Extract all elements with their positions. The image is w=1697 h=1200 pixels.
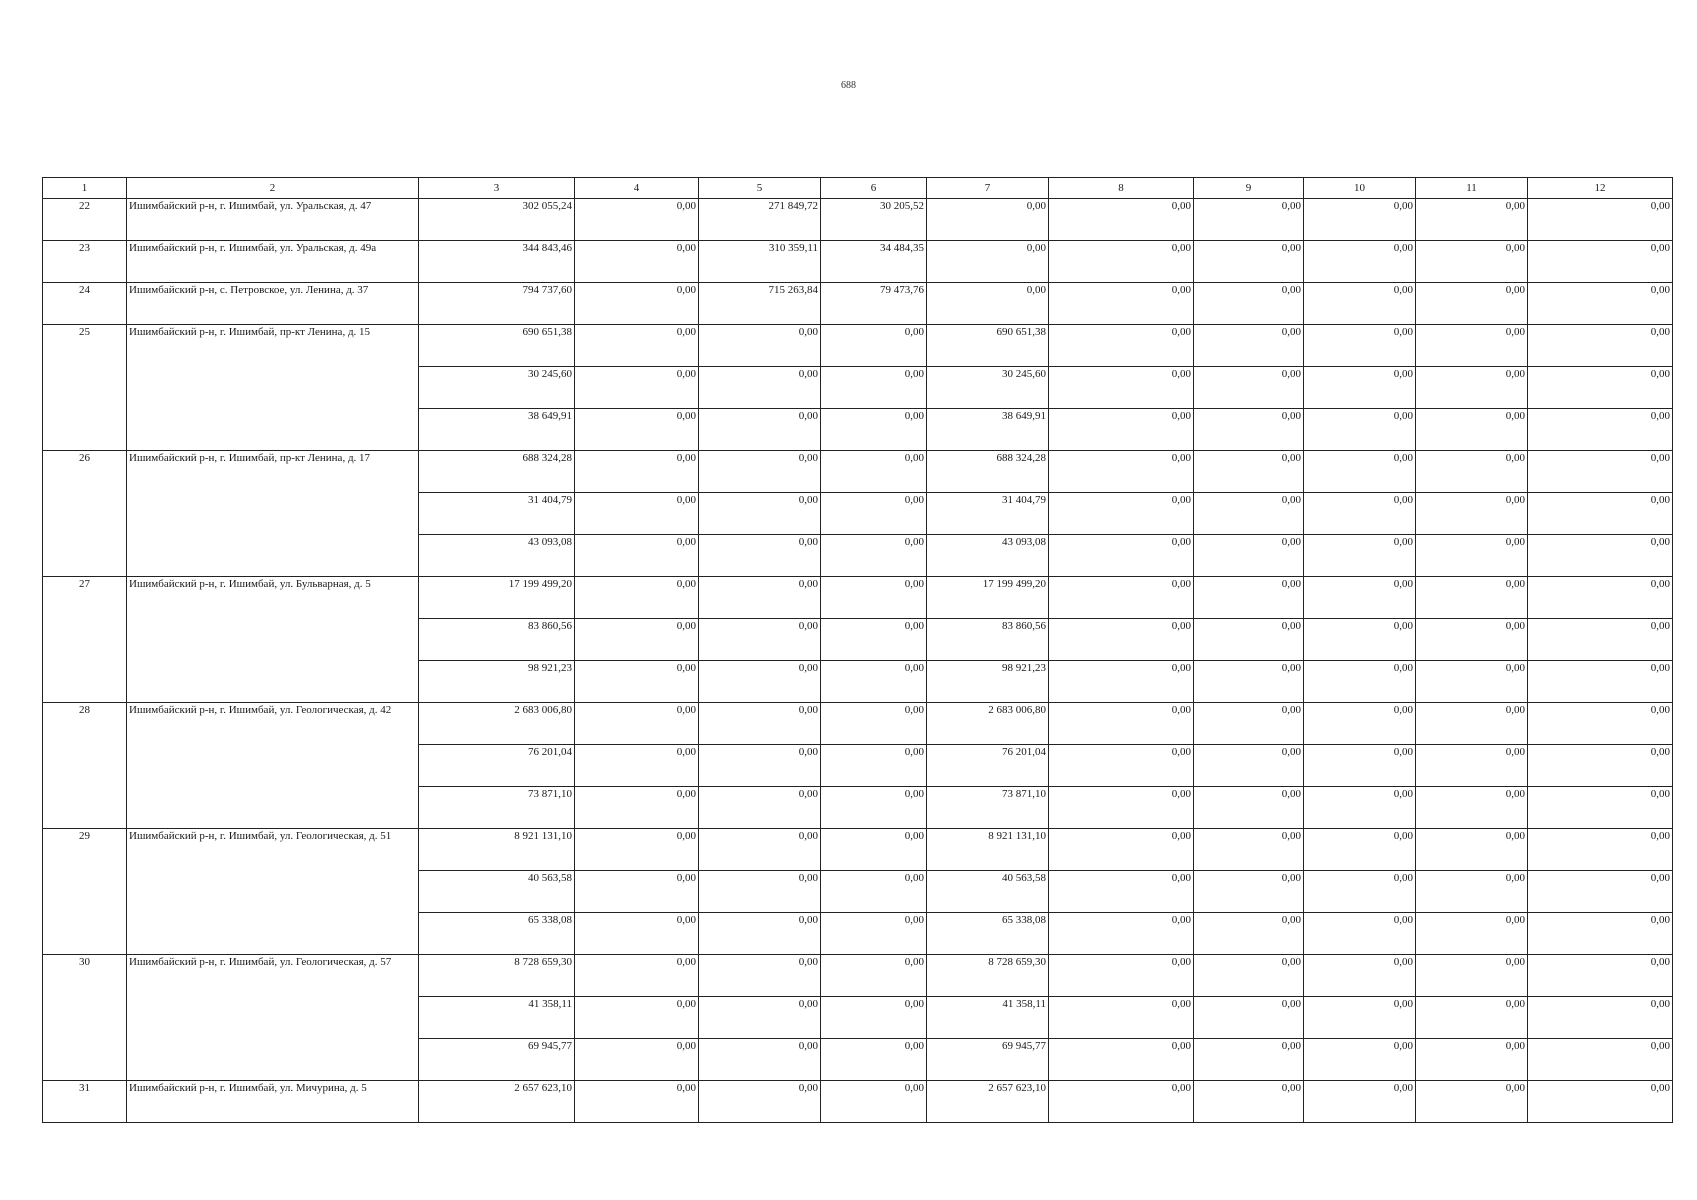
column-header: 1: [43, 178, 127, 199]
value-cell: 0,00: [699, 997, 821, 1039]
value-cell: 0,00: [821, 1081, 927, 1123]
value-cell: 69 945,77: [927, 1039, 1049, 1081]
value-cell: 0,00: [575, 829, 699, 871]
value-cell: 0,00: [699, 745, 821, 787]
value-cell: 0,00: [575, 619, 699, 661]
value-cell: 0,00: [1304, 997, 1416, 1039]
value-cell: 0,00: [1049, 829, 1194, 871]
value-cell: 0,00: [1194, 367, 1304, 409]
value-cell: 0,00: [1528, 1039, 1673, 1081]
value-cell: 0,00: [1049, 325, 1194, 367]
value-cell: 0,00: [1304, 409, 1416, 451]
address-cell: Ишимбайский р-н, г. Ишимбай, ул. Уральская, д. 49а: [127, 241, 419, 283]
column-header: 10: [1304, 178, 1416, 199]
value-cell: 302 055,24: [419, 199, 575, 241]
value-cell: 0,00: [575, 283, 699, 325]
value-cell: 715 263,84: [699, 283, 821, 325]
value-cell: 0,00: [1528, 367, 1673, 409]
value-cell: 0,00: [1304, 745, 1416, 787]
address-cell: Ишимбайский р-н, г. Ишимбай, ул. Мичурина, д. 5: [127, 1081, 419, 1123]
value-cell: 0,00: [1049, 661, 1194, 703]
value-cell: 0,00: [575, 997, 699, 1039]
value-cell: 0,00: [575, 787, 699, 829]
row-number-cell: 24: [43, 283, 127, 325]
value-cell: 0,00: [1194, 577, 1304, 619]
value-cell: 0,00: [575, 325, 699, 367]
value-cell: 0,00: [1049, 1039, 1194, 1081]
value-cell: 8 921 131,10: [419, 829, 575, 871]
value-cell: 0,00: [1304, 619, 1416, 661]
value-cell: 8 728 659,30: [419, 955, 575, 997]
value-cell: 0,00: [575, 703, 699, 745]
value-cell: 0,00: [1194, 1081, 1304, 1123]
value-cell: 0,00: [699, 871, 821, 913]
value-cell: 17 199 499,20: [927, 577, 1049, 619]
value-cell: 0,00: [1049, 1081, 1194, 1123]
value-cell: 0,00: [575, 745, 699, 787]
value-cell: 0,00: [699, 1081, 821, 1123]
value-cell: 0,00: [575, 913, 699, 955]
value-cell: 0,00: [699, 661, 821, 703]
value-cell: 31 404,79: [927, 493, 1049, 535]
value-cell: 41 358,11: [419, 997, 575, 1039]
value-cell: 0,00: [1304, 703, 1416, 745]
value-cell: 0,00: [821, 451, 927, 493]
value-cell: 0,00: [1416, 745, 1528, 787]
value-cell: 0,00: [1528, 829, 1673, 871]
value-cell: 0,00: [1528, 745, 1673, 787]
value-cell: 0,00: [1304, 1081, 1416, 1123]
column-header: 6: [821, 178, 927, 199]
value-cell: 0,00: [1416, 955, 1528, 997]
address-cell: Ишимбайский р-н, г. Ишимбай, ул. Уральская, д. 47: [127, 199, 419, 241]
value-cell: 0,00: [1304, 283, 1416, 325]
value-cell: 0,00: [699, 619, 821, 661]
row-number-cell: 28: [43, 703, 127, 829]
value-cell: 0,00: [1049, 283, 1194, 325]
value-cell: 0,00: [1049, 955, 1194, 997]
value-cell: 0,00: [1049, 997, 1194, 1039]
value-cell: 0,00: [1194, 913, 1304, 955]
value-cell: 0,00: [1528, 325, 1673, 367]
value-cell: 0,00: [1194, 409, 1304, 451]
value-cell: 0,00: [821, 787, 927, 829]
value-cell: 0,00: [1416, 451, 1528, 493]
value-cell: 0,00: [575, 1081, 699, 1123]
value-cell: 0,00: [821, 535, 927, 577]
value-cell: 0,00: [1528, 703, 1673, 745]
row-number-cell: 26: [43, 451, 127, 577]
value-cell: 0,00: [1304, 871, 1416, 913]
value-cell: 271 849,72: [699, 199, 821, 241]
value-cell: 0,00: [1528, 409, 1673, 451]
table-row: [43, 451, 1673, 493]
table-row: [43, 577, 1673, 619]
value-cell: 0,00: [1416, 409, 1528, 451]
value-cell: 65 338,08: [419, 913, 575, 955]
value-cell: 0,00: [1416, 997, 1528, 1039]
value-cell: 8 921 131,10: [927, 829, 1049, 871]
value-cell: 0,00: [1194, 451, 1304, 493]
value-cell: 0,00: [699, 493, 821, 535]
address-cell: Ишимбайский р-н, г. Ишимбай, ул. Геологическая, д. 51: [127, 829, 419, 955]
value-cell: 0,00: [575, 367, 699, 409]
value-cell: 0,00: [1049, 493, 1194, 535]
row-number-cell: 23: [43, 241, 127, 283]
value-cell: 0,00: [575, 451, 699, 493]
value-cell: 98 921,23: [927, 661, 1049, 703]
value-cell: 0,00: [1194, 325, 1304, 367]
value-cell: 0,00: [927, 283, 1049, 325]
value-cell: 0,00: [1528, 871, 1673, 913]
value-cell: 0,00: [699, 829, 821, 871]
value-cell: 0,00: [821, 409, 927, 451]
row-number-cell: 25: [43, 325, 127, 451]
value-cell: 0,00: [1049, 745, 1194, 787]
value-cell: 0,00: [1416, 283, 1528, 325]
value-cell: 30 205,52: [821, 199, 927, 241]
value-cell: 0,00: [1528, 955, 1673, 997]
value-cell: 0,00: [575, 661, 699, 703]
table-row: [43, 283, 1673, 325]
row-number-cell: 30: [43, 955, 127, 1081]
value-cell: 0,00: [699, 703, 821, 745]
value-cell: 73 871,10: [419, 787, 575, 829]
value-cell: 40 563,58: [419, 871, 575, 913]
value-cell: 0,00: [927, 241, 1049, 283]
value-cell: 0,00: [1049, 871, 1194, 913]
value-cell: 30 245,60: [927, 367, 1049, 409]
row-number-cell: 22: [43, 199, 127, 241]
value-cell: 0,00: [1304, 493, 1416, 535]
value-cell: 0,00: [1416, 493, 1528, 535]
value-cell: 0,00: [821, 913, 927, 955]
value-cell: 83 860,56: [419, 619, 575, 661]
value-cell: 0,00: [1528, 997, 1673, 1039]
value-cell: 38 649,91: [927, 409, 1049, 451]
value-cell: 0,00: [1049, 199, 1194, 241]
value-cell: 0,00: [575, 535, 699, 577]
value-cell: 0,00: [1304, 535, 1416, 577]
value-cell: 0,00: [1049, 787, 1194, 829]
value-cell: 0,00: [1194, 619, 1304, 661]
value-cell: 0,00: [1194, 871, 1304, 913]
value-cell: 0,00: [821, 493, 927, 535]
value-cell: 41 358,11: [927, 997, 1049, 1039]
value-cell: 688 324,28: [927, 451, 1049, 493]
row-number-cell: 31: [43, 1081, 127, 1123]
value-cell: 0,00: [1416, 703, 1528, 745]
value-cell: 0,00: [821, 997, 927, 1039]
value-cell: 0,00: [1194, 745, 1304, 787]
value-cell: 0,00: [699, 325, 821, 367]
table-row: [43, 829, 1673, 871]
value-cell: 17 199 499,20: [419, 577, 575, 619]
value-cell: 0,00: [1194, 955, 1304, 997]
address-cell: Ишимбайский р-н, г. Ишимбай, ул. Геологическая, д. 57: [127, 955, 419, 1081]
value-cell: 0,00: [699, 367, 821, 409]
value-cell: 344 843,46: [419, 241, 575, 283]
value-cell: 0,00: [1194, 493, 1304, 535]
value-cell: 690 651,38: [927, 325, 1049, 367]
value-cell: 0,00: [821, 1039, 927, 1081]
value-cell: 0,00: [1416, 367, 1528, 409]
value-cell: 0,00: [1416, 1081, 1528, 1123]
value-cell: 0,00: [1049, 367, 1194, 409]
value-cell: 0,00: [699, 535, 821, 577]
value-cell: 0,00: [699, 409, 821, 451]
table-row: [43, 199, 1673, 241]
value-cell: 0,00: [1304, 661, 1416, 703]
value-cell: 98 921,23: [419, 661, 575, 703]
value-cell: 0,00: [1304, 451, 1416, 493]
value-cell: 34 484,35: [821, 241, 927, 283]
value-cell: 0,00: [1194, 283, 1304, 325]
value-cell: 0,00: [1528, 913, 1673, 955]
address-cell: Ишимбайский р-н, г. Ишимбай, ул. Бульварная, д. 5: [127, 577, 419, 703]
value-cell: 0,00: [699, 955, 821, 997]
column-header: 5: [699, 178, 821, 199]
value-cell: 0,00: [575, 241, 699, 283]
value-cell: 0,00: [1304, 787, 1416, 829]
value-cell: 310 359,11: [699, 241, 821, 283]
value-cell: 0,00: [1304, 241, 1416, 283]
value-cell: 31 404,79: [419, 493, 575, 535]
value-cell: 43 093,08: [927, 535, 1049, 577]
value-cell: 0,00: [1528, 1081, 1673, 1123]
value-cell: 0,00: [1528, 451, 1673, 493]
value-cell: 0,00: [1416, 325, 1528, 367]
value-cell: 0,00: [575, 493, 699, 535]
value-cell: 0,00: [1049, 577, 1194, 619]
value-cell: 0,00: [1194, 661, 1304, 703]
value-cell: 2 683 006,80: [927, 703, 1049, 745]
column-header: 3: [419, 178, 575, 199]
value-cell: 0,00: [1049, 451, 1194, 493]
value-cell: 0,00: [575, 409, 699, 451]
address-cell: Ишимбайский р-н, г. Ишимбай, пр-кт Ленина, д. 17: [127, 451, 419, 577]
address-cell: Ишимбайский р-н, с. Петровское, ул. Ленина, д. 37: [127, 283, 419, 325]
value-cell: 0,00: [1194, 829, 1304, 871]
value-cell: 0,00: [1304, 367, 1416, 409]
value-cell: 0,00: [1528, 283, 1673, 325]
value-cell: 0,00: [1416, 577, 1528, 619]
value-cell: 0,00: [575, 1039, 699, 1081]
value-cell: 2 657 623,10: [927, 1081, 1049, 1123]
value-cell: 0,00: [821, 577, 927, 619]
value-cell: 690 651,38: [419, 325, 575, 367]
value-cell: 65 338,08: [927, 913, 1049, 955]
value-cell: 0,00: [575, 199, 699, 241]
value-cell: 0,00: [821, 955, 927, 997]
value-cell: 30 245,60: [419, 367, 575, 409]
column-header: 12: [1528, 178, 1673, 199]
value-cell: 43 093,08: [419, 535, 575, 577]
value-cell: 0,00: [1194, 997, 1304, 1039]
row-number-cell: 29: [43, 829, 127, 955]
value-cell: 0,00: [1049, 535, 1194, 577]
value-cell: 794 737,60: [419, 283, 575, 325]
value-cell: 0,00: [821, 661, 927, 703]
value-cell: 0,00: [699, 787, 821, 829]
table-row: [43, 325, 1673, 367]
value-cell: 688 324,28: [419, 451, 575, 493]
value-cell: 0,00: [821, 745, 927, 787]
value-cell: 0,00: [1194, 1039, 1304, 1081]
value-cell: 0,00: [1304, 955, 1416, 997]
value-cell: 69 945,77: [419, 1039, 575, 1081]
value-cell: 0,00: [699, 913, 821, 955]
value-cell: 2 683 006,80: [419, 703, 575, 745]
column-header: 4: [575, 178, 699, 199]
value-cell: 0,00: [699, 1039, 821, 1081]
value-cell: 0,00: [821, 325, 927, 367]
value-cell: 40 563,58: [927, 871, 1049, 913]
value-cell: 83 860,56: [927, 619, 1049, 661]
row-number-cell: 27: [43, 577, 127, 703]
value-cell: 0,00: [1194, 241, 1304, 283]
table-body: [43, 199, 1673, 1123]
value-cell: 0,00: [1304, 199, 1416, 241]
value-cell: 0,00: [1304, 325, 1416, 367]
value-cell: 0,00: [1194, 199, 1304, 241]
value-cell: 0,00: [1416, 787, 1528, 829]
value-cell: 0,00: [1416, 241, 1528, 283]
value-cell: 0,00: [927, 199, 1049, 241]
value-cell: 0,00: [1049, 913, 1194, 955]
value-cell: 0,00: [1528, 493, 1673, 535]
value-cell: 0,00: [1304, 1039, 1416, 1081]
value-cell: 76 201,04: [419, 745, 575, 787]
value-cell: 0,00: [1304, 577, 1416, 619]
value-cell: 0,00: [1528, 535, 1673, 577]
value-cell: 0,00: [1416, 661, 1528, 703]
value-cell: 0,00: [821, 703, 927, 745]
value-cell: 0,00: [1049, 409, 1194, 451]
value-cell: 0,00: [821, 619, 927, 661]
value-cell: 73 871,10: [927, 787, 1049, 829]
value-cell: 38 649,91: [419, 409, 575, 451]
value-cell: 0,00: [575, 577, 699, 619]
value-cell: 0,00: [821, 829, 927, 871]
value-cell: 0,00: [1416, 913, 1528, 955]
value-cell: 0,00: [1194, 787, 1304, 829]
column-header: 8: [1049, 178, 1194, 199]
value-cell: 0,00: [1416, 535, 1528, 577]
value-cell: 0,00: [1194, 703, 1304, 745]
value-cell: 0,00: [1528, 661, 1673, 703]
page-number: 688: [841, 80, 856, 91]
value-cell: 0,00: [1049, 619, 1194, 661]
value-cell: 0,00: [575, 955, 699, 997]
value-cell: 2 657 623,10: [419, 1081, 575, 1123]
value-cell: 0,00: [1528, 241, 1673, 283]
value-cell: 0,00: [575, 871, 699, 913]
column-header: 7: [927, 178, 1049, 199]
column-header: 2: [127, 178, 419, 199]
address-cell: Ишимбайский р-н, г. Ишимбай, ул. Геологическая, д. 42: [127, 703, 419, 829]
value-cell: 0,00: [1528, 577, 1673, 619]
value-cell: 0,00: [821, 367, 927, 409]
value-cell: 0,00: [1528, 787, 1673, 829]
value-cell: 0,00: [1049, 241, 1194, 283]
value-cell: 8 728 659,30: [927, 955, 1049, 997]
value-cell: 0,00: [1304, 913, 1416, 955]
value-cell: 79 473,76: [821, 283, 927, 325]
table-row: [43, 955, 1673, 997]
value-cell: 0,00: [699, 577, 821, 619]
table-row: [43, 1081, 1673, 1123]
data-table: [42, 177, 1673, 1123]
header-row: [43, 178, 1673, 199]
value-cell: 76 201,04: [927, 745, 1049, 787]
value-cell: 0,00: [1416, 619, 1528, 661]
table-row: [43, 241, 1673, 283]
value-cell: 0,00: [1416, 1039, 1528, 1081]
value-cell: 0,00: [1416, 829, 1528, 871]
value-cell: 0,00: [1528, 199, 1673, 241]
value-cell: 0,00: [1416, 199, 1528, 241]
column-header: 9: [1194, 178, 1304, 199]
value-cell: 0,00: [699, 451, 821, 493]
address-cell: Ишимбайский р-н, г. Ишимбай, пр-кт Ленина, д. 15: [127, 325, 419, 451]
value-cell: 0,00: [1304, 829, 1416, 871]
value-cell: 0,00: [821, 871, 927, 913]
column-header: 11: [1416, 178, 1528, 199]
value-cell: 0,00: [1049, 703, 1194, 745]
value-cell: 0,00: [1528, 619, 1673, 661]
value-cell: 0,00: [1416, 871, 1528, 913]
table-row: [43, 703, 1673, 745]
value-cell: 0,00: [1194, 535, 1304, 577]
